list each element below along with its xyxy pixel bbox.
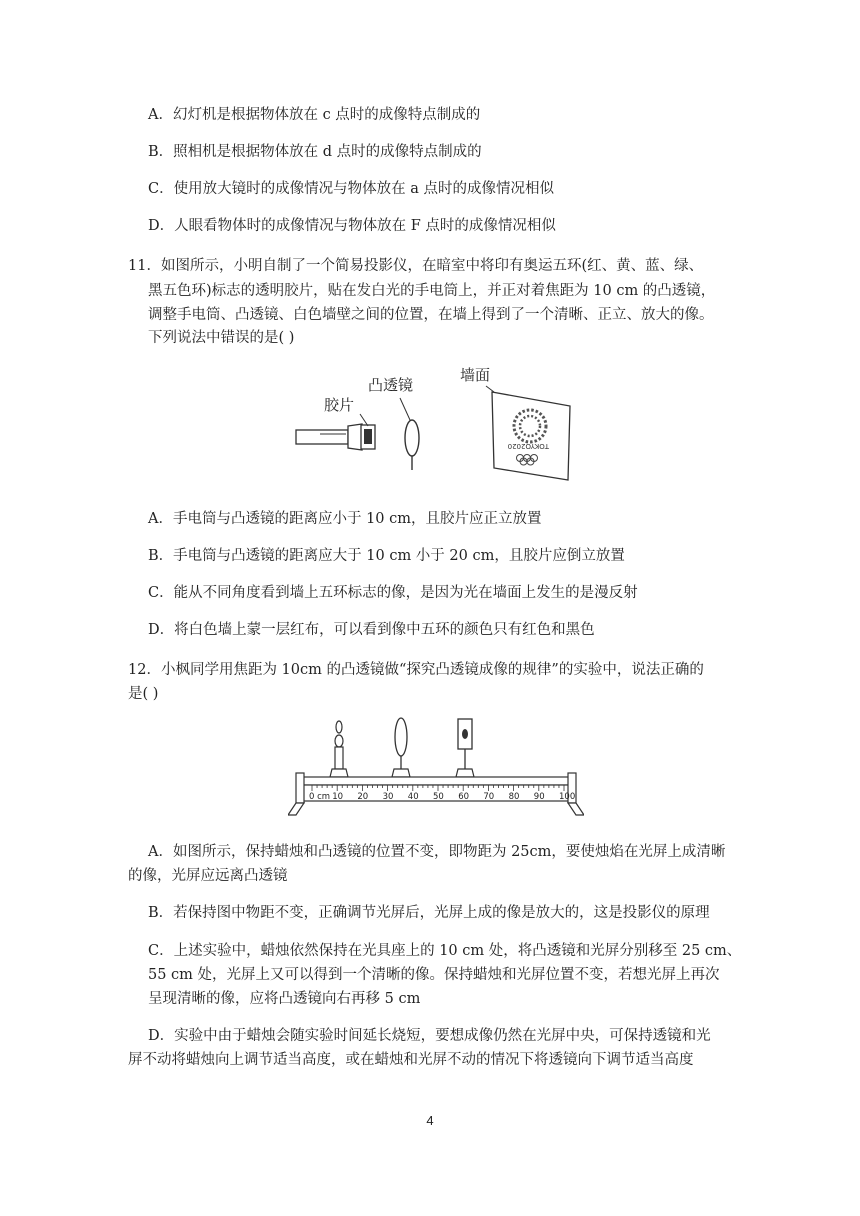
- q11-stem-line-1: 11．如图所示，小明自制了一个简易投影仪，在暗室中将印有奥运五环(红、黄、蓝、绿、: [128, 258, 704, 274]
- q11-option-d: D．将白色墙上蒙一层红布，可以看到像中五环的颜色只有红色和黑色: [148, 622, 595, 638]
- q11-option-a: A．手电筒与凸透镜的距离应小于 10 cm，且胶片应正立放置: [148, 511, 542, 527]
- ruler-label: 20: [357, 792, 369, 802]
- wall-label: 墙面: [460, 366, 491, 384]
- q12-optical-bench-figure: [288, 715, 584, 819]
- q12-stem-line-1: 12．小枫同学用焦距为 10cm 的凸透镜做“探究凸透镜成像的规律”的实验中，说法正确的: [128, 662, 704, 678]
- wall-text: TOKYO2020: [507, 442, 549, 450]
- q11-stem-line-3: 调整手电筒、凸透镜、白色墙壁之间的位置，在墙上得到了一个清晰、正立、放大的像。: [148, 307, 714, 323]
- q12-option-c-line-3: 呈现清晰的像，应将凸透镜向右再移 5 cm: [148, 991, 421, 1007]
- ruler-label: 70: [483, 792, 495, 802]
- convex-lens-icon: [392, 718, 410, 777]
- ruler-label: 60: [458, 792, 470, 802]
- q11-projector-figure: [290, 362, 590, 484]
- ruler-label: 30: [382, 792, 394, 802]
- q11-stem-line-4: 下列说法中错误的是( ): [148, 330, 295, 346]
- q12-option-c-line-1: C．上述实验中，蜡烛依然保持在光具座上的 10 cm 处，将凸透镜和光屏分别移至 25 cm、: [148, 943, 742, 959]
- q12-option-d-line-2: 屏不动将蜡烛向上调节适当高度，或在蜡烛和光屏不动的情况下将透镜向下调节适当高度: [128, 1052, 694, 1068]
- q10-option-a: A．幻灯机是根据物体放在 c 点时的成像特点制成的: [148, 107, 481, 123]
- ruler-label: 10: [332, 792, 344, 802]
- q12-option-a-line-2: 的像，光屏应远离凸透镜: [128, 868, 288, 884]
- q12-option-c-line-2: 55 cm 处，光屏上又可以得到一个清晰的像。保持蜡烛和光屏位置不变，若想光屏上再次: [148, 967, 720, 983]
- q10-option-d: D．人眼看物体时的成像情况与物体放在 F 点时的成像情况相似: [148, 218, 556, 234]
- lens-label: 凸透镜: [368, 376, 414, 394]
- q12-option-a-line-1: A．如图所示，保持蜡烛和凸透镜的位置不变，即物距为 25cm，要使烛焰在光屏上成清晰: [148, 844, 726, 860]
- ruler-label: 80: [508, 792, 520, 802]
- q12-option-b: B．若保持图中物距不变，正确调节光屏后，光屏上成的像是放大的，这是投影仪的原理: [148, 905, 710, 921]
- q10-option-b: B．照相机是根据物体放在 d 点时的成像特点制成的: [148, 144, 482, 160]
- q12-stem-line-2: 是( ): [128, 686, 159, 702]
- light-screen-icon: [456, 719, 474, 777]
- page-number: 4: [426, 1113, 434, 1128]
- ruler-label: 90: [533, 792, 545, 802]
- q12-option-d-line-1: D．实验中由于蜡烛会随实验时间延长烧短，要想成像仍然在光屏中央，可保持透镜和光: [148, 1028, 711, 1044]
- ruler-label: 50: [433, 792, 444, 802]
- q11-option-c: C．能从不同角度看到墙上五环标志的像，是因为光在墙面上发生的是漫反射: [148, 585, 638, 601]
- ruler-label: 100: [559, 792, 576, 802]
- q11-option-b: B．手电筒与凸透镜的距离应大于 10 cm 小于 20 cm，且胶片应倒立放置: [148, 548, 625, 564]
- q10-option-c: C．使用放大镜时的成像情况与物体放在 a 点时的成像情况相似: [148, 181, 554, 197]
- ruler-label: 0 cm: [309, 792, 331, 802]
- q11-stem-line-2: 黑五色环)标志的透明胶片，贴在发白光的手电筒上，并正对着焦距为 10 cm 的凸透镜，: [148, 283, 716, 299]
- ruler-label: 40: [407, 792, 419, 802]
- film-label: 胶片: [324, 396, 355, 414]
- candle-icon: [330, 721, 348, 777]
